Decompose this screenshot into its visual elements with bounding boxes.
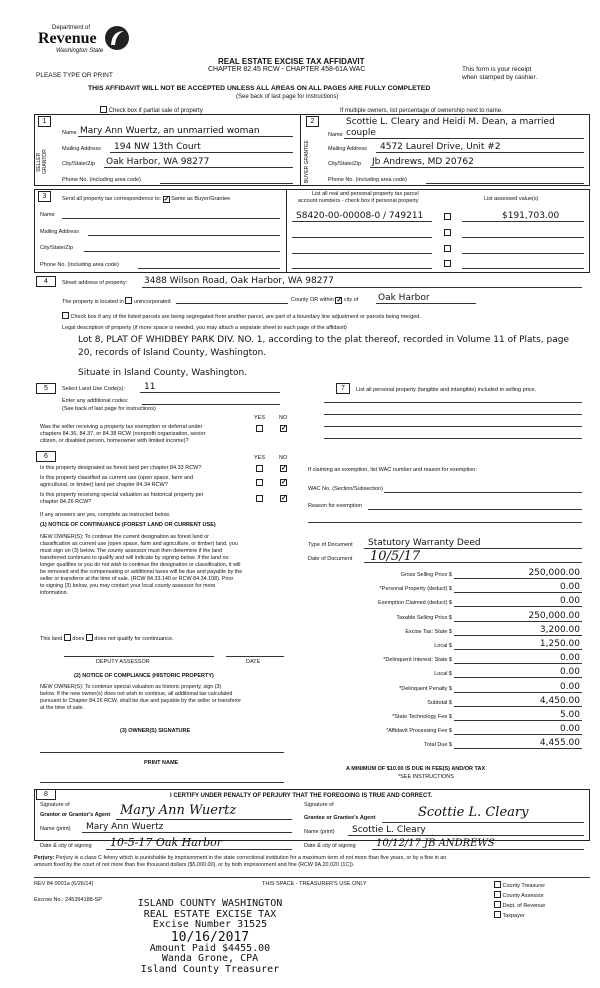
owner-sig-line-2 xyxy=(40,782,284,783)
buyer-phone-label: Phone No. (including area code) xyxy=(328,177,407,183)
s6-q2-l1: Is this property classified as current use (open space, farm and xyxy=(40,475,194,481)
assessed-header: List assessed value(s) xyxy=(484,196,539,202)
corr-label-text: Send all property tax correspondence to: xyxy=(62,196,162,202)
personal-property-line-4 xyxy=(324,438,582,439)
nc-line-6: be removed and the compensating or additional taxes will be due and payable by the xyxy=(40,569,243,575)
minimum-fee-note: A MINIMUM OF $10.00 IS DUE IN FEE(S) AND/OR TAX xyxy=(346,766,486,772)
segregated-label: Check box if any of the listed parcels are being segregated from another parcel, are part of a boundary line adjustment or parcels being merged. xyxy=(70,314,421,320)
calc-label-1: *Personal Property (deduct) $ xyxy=(379,586,452,593)
ncomp-line-1: NEW OWNER(S): To continue special valuation as historic property, sign (3) xyxy=(40,684,222,690)
copy-dor xyxy=(494,901,545,909)
seller-city-label: City/State/Zip xyxy=(62,161,96,167)
divider-3 xyxy=(286,189,287,273)
grantor-signature[interactable]: Mary Ann Wuertz xyxy=(120,803,237,818)
revenue-logo-icon xyxy=(104,25,130,51)
notice-continuance-text xyxy=(40,534,242,597)
section-6-number: 6 xyxy=(36,451,56,462)
calc-value-8[interactable]: 0.00 xyxy=(559,681,580,692)
dept-label: Department of xyxy=(52,25,91,31)
seller-side-label: SELLER GRANTOR xyxy=(36,149,48,175)
grantee-name-label: Name (print) xyxy=(304,829,335,835)
located-label: The property is located in xyxy=(62,299,124,305)
doc-type-value[interactable]: Statutory Warranty Deed xyxy=(368,538,481,548)
grantee-sig-line xyxy=(382,822,584,823)
s5-no-checkbox[interactable]: ✓ xyxy=(281,425,287,432)
partial-sale-label: Check box if partial sale of property xyxy=(108,108,203,114)
certify-text: I CERTIFY UNDER PENALTY OF PERJURY THAT THE FOREGOING IS TRUE AND CORRECT. xyxy=(170,793,433,799)
calc-label-6: *Delinquent Interest: State $ xyxy=(383,657,452,664)
calc-label-7: Local $ xyxy=(434,671,452,678)
deputy-label: DEPUTY ASSESSOR xyxy=(96,659,150,665)
calc-line-10 xyxy=(454,720,582,721)
corr-label xyxy=(62,196,230,203)
copy-assessor-label: County Assessor xyxy=(502,893,544,899)
reason-line-2 xyxy=(308,522,582,523)
notice-continuance-heading: (1) NOTICE OF CONTINUANCE (FOREST LAND OR CURRENT USE) xyxy=(40,522,216,528)
ncomp-line-3: pursuant to Chapter 84.26 RCW, shall be due and payable by the seller or transferor xyxy=(40,698,242,704)
same-as-buyer-checkbox[interactable]: ✓ xyxy=(163,196,170,203)
calc-value-9[interactable]: 4,450.00 xyxy=(539,695,580,706)
receipt-line1: This form is your receipt xyxy=(462,66,532,73)
nc-line-5: longer qualifies or you do not wish to continue the designation or classification, it will xyxy=(40,562,241,568)
s5-question-l2: chapters 84.36, 84.37, or 84.38 RCW (nonprofit organization, senior xyxy=(40,431,206,437)
this-land-label: This land xyxy=(40,636,63,642)
s6-yes-header: YES xyxy=(254,455,266,461)
s6-q1-yes[interactable] xyxy=(256,465,263,474)
calc-label-2: Exemption Claimed (deduct) $ xyxy=(378,600,452,607)
s5-question-l1: Was the seller receiving a property tax exemption or deferral under xyxy=(40,424,203,430)
s6-q3-no[interactable]: ✓ xyxy=(281,495,287,502)
calc-value-2[interactable]: 0.00 xyxy=(559,596,580,607)
copy-taxpayer xyxy=(494,911,525,919)
owner-sig-line-1 xyxy=(40,752,284,753)
seller-phone-line xyxy=(160,183,293,184)
grantor-sig-label-2: Grantor or Grantor's Agent xyxy=(40,812,111,818)
nc-line-9: information. xyxy=(40,590,69,596)
doc-type-label: Type of Document xyxy=(308,542,353,548)
street-label: Street address of property: xyxy=(62,280,128,286)
copy-taxpayer-checkbox[interactable] xyxy=(494,911,501,918)
calc-line-11 xyxy=(454,734,582,735)
doc-date-label: Date of Document xyxy=(308,556,353,562)
owner-signature-heading: (3) OWNER(S) SIGNATURE xyxy=(120,728,191,734)
s5-no-header: NO xyxy=(279,415,288,421)
s6-q1-no[interactable]: ✓ xyxy=(281,465,287,472)
corr-name-line xyxy=(62,218,280,219)
grantor-date-label: Date & city of signing xyxy=(40,843,92,849)
escrow-number: Escrow No.: 245394188-SP xyxy=(34,897,102,903)
receipt-line2: when stamped by cashier. xyxy=(462,74,538,81)
personal-property-line-2 xyxy=(324,414,582,415)
land-use-value[interactable]: 11 xyxy=(144,382,156,392)
street-value[interactable]: 3488 Wilson Road, Oak Harbor, WA 98277 xyxy=(144,276,334,286)
legal-label: Legal description of property (if more space is needed, you may attach a separate sheet to each page of the affidavit) xyxy=(62,325,347,331)
section-3-number: 3 xyxy=(38,191,51,202)
s5-yes-checkbox[interactable] xyxy=(256,425,263,434)
personal-property-label: List all personal property (tangible and intangible) included in selling price. xyxy=(356,387,537,393)
segregated-row xyxy=(62,312,421,320)
form-title: REAL ESTATE EXCISE TAX AFFIDAVIT xyxy=(218,57,365,66)
copy-treasurer-label: County Treasurer xyxy=(502,883,546,889)
calc-value-3[interactable]: 250,000.00 xyxy=(528,610,580,621)
seller-phone-label: Phone No. (including area code) xyxy=(62,177,141,183)
nc-line-3: must sign on (3) below. The county assessor must then determine if the land xyxy=(40,548,223,554)
personal-prop-checkbox-4[interactable] xyxy=(444,260,451,269)
reason-line-1 xyxy=(368,509,582,510)
corr-addr-line xyxy=(88,235,280,236)
s6-q3-l2: chapter 84.26 RCW? xyxy=(40,499,92,505)
buyer-city-label: City/State/Zip xyxy=(328,161,362,167)
buyer-name-label: Name xyxy=(328,132,343,138)
buyer-side-label: BUYER GRANTEE xyxy=(304,140,310,184)
copy-treasurer xyxy=(494,881,545,889)
unincorporated-checkbox[interactable] xyxy=(125,297,132,304)
parcel-line-4 xyxy=(292,268,432,269)
stamp-line-7: Island County Treasurer xyxy=(140,963,280,975)
s6-q3-l1: Is this property receiving special valuation as historical property per xyxy=(40,492,204,498)
additional-codes-line xyxy=(142,404,280,405)
county-line xyxy=(176,303,288,304)
stamp-line-1: ISLAND COUNTY WASHINGTON xyxy=(137,898,283,909)
does-label: does xyxy=(72,636,85,642)
county-within-label xyxy=(291,297,358,304)
footer-divider xyxy=(34,877,590,878)
city-of-checkbox[interactable]: ✓ xyxy=(336,297,343,304)
grantee-date-label: Date & city of signing xyxy=(304,843,356,849)
parcel-line-1 xyxy=(292,221,432,222)
does-not-label: does not qualify for continuance. xyxy=(94,636,174,642)
calc-line-6 xyxy=(454,663,582,664)
city-line xyxy=(376,303,476,304)
does-not-checkbox[interactable] xyxy=(86,634,93,641)
section-7-number: 7 xyxy=(336,383,350,394)
deputy-line xyxy=(64,656,214,657)
stamp-line-5: Amount Paid $4455.00 xyxy=(149,942,271,954)
grantor-name-line xyxy=(82,832,292,833)
perjury-notice xyxy=(34,855,446,869)
seller-city-value[interactable]: Oak Harbor, WA 98277 xyxy=(106,157,210,167)
calc-line-12 xyxy=(454,748,582,749)
grantor-date-line xyxy=(106,849,292,850)
state-label: Washington State xyxy=(56,48,104,54)
copy-dor-label: Dept. of Revenue xyxy=(502,903,546,909)
treasurer-stamp xyxy=(120,899,300,975)
calc-label-4: Excise Tax: State $ xyxy=(405,628,452,635)
this-land-row xyxy=(40,634,174,642)
assessed-line-4 xyxy=(462,268,584,269)
section-4-number: 4 xyxy=(36,276,56,287)
notice-compliance-heading: (2) NOTICE OF COMPLIANCE (HISTORIC PROPERTY) xyxy=(74,673,214,679)
stamp-line-4: 10/16/2017 xyxy=(170,929,250,945)
additional-codes-label: Enter any additional codes: xyxy=(62,398,129,404)
personal-property-line-1 xyxy=(324,402,582,403)
located-row xyxy=(62,297,171,305)
wac-line xyxy=(384,492,582,493)
grantor-sig-line xyxy=(116,819,292,820)
assessed-value[interactable]: $191,703.00 xyxy=(502,211,560,221)
doc-date-value[interactable]: 10/5/17 xyxy=(370,549,421,564)
calc-value-6[interactable]: 0.00 xyxy=(559,653,580,664)
divider-1-2 xyxy=(300,114,301,186)
grantor-name-label: Name (print) xyxy=(40,826,71,832)
grantee-name-value[interactable]: Scottie L. Cleary xyxy=(352,825,426,835)
assessed-line-2 xyxy=(462,237,584,238)
exemption-label: If claiming an exemption, list WAC number and reason for exemption: xyxy=(308,467,477,473)
stamp-line-6: Wanda Grone, CPA xyxy=(161,953,259,964)
calc-line-5 xyxy=(454,649,582,650)
deputy-date-line xyxy=(226,656,284,657)
parcel-value[interactable]: S8420-00-00008-0 / 749211 xyxy=(296,211,424,221)
grantee-sig-label-1: Signature of xyxy=(304,802,334,808)
copy-treasurer-checkbox[interactable] xyxy=(494,881,501,888)
copy-assessor-checkbox[interactable] xyxy=(494,891,501,898)
if-yes-note: If any answers are yes, complete as instructed below. xyxy=(40,512,171,518)
section-5-number: 5 xyxy=(36,383,56,394)
land-use-line xyxy=(140,392,280,393)
corr-city-label: City/State/Zip xyxy=(40,245,74,251)
grantor-sig-label-1: Signature of xyxy=(40,802,70,808)
calc-label-12: Total Due $ xyxy=(424,742,452,749)
calc-value-5[interactable]: 1,250.00 xyxy=(539,639,580,649)
s6-q2-l2: agricultural, or timber) land per chapter 84.34 RCW? xyxy=(40,482,168,488)
grantee-sig-label-2: Grantee or Grantee's Agent xyxy=(304,815,376,821)
seller-addr-line xyxy=(110,152,293,153)
calc-label-10: *State Technology Fee $ xyxy=(392,714,452,720)
s6-q2-yes[interactable] xyxy=(256,479,263,488)
grantor-name-value[interactable]: Mary Ann Wuertz xyxy=(86,822,164,832)
calc-value-1[interactable]: 0.00 xyxy=(559,582,580,593)
calc-value-12[interactable]: 4,455.00 xyxy=(539,738,580,749)
nc-line-8: to signing (3) below, you may contact your local county assessor for more xyxy=(40,583,216,589)
parcel-list-header-2: account numbers - check box if personal property xyxy=(298,198,419,204)
wac-label: WAC No. (Section/Subsection) xyxy=(308,486,383,492)
assessed-line-3 xyxy=(462,253,584,254)
calc-value-11[interactable]: 0.00 xyxy=(559,724,580,735)
personal-property-line-3 xyxy=(324,426,582,427)
seller-name-value[interactable]: Mary Ann Wuertz, an unmarried woman xyxy=(80,126,260,136)
seller-city-line xyxy=(104,167,293,168)
please-type: PLEASE TYPE OR PRINT xyxy=(36,72,113,79)
calc-label-11: *Affidavit Processing Fee $ xyxy=(386,728,452,735)
stamp-line-3: Excise Number 31525 xyxy=(152,919,268,930)
copy-dor-checkbox[interactable] xyxy=(494,901,501,908)
warning-text: THIS AFFIDAVIT WILL NOT BE ACCEPTED UNLESS ALL AREAS ON ALL PAGES ARE FULLY COMPLETED xyxy=(88,85,431,92)
city-of-label: city of xyxy=(343,297,359,303)
see-back-s5: (See back of last page for instructions) xyxy=(62,406,156,412)
print-name-label: PRINT NAME xyxy=(144,760,179,766)
does-checkbox[interactable] xyxy=(64,634,71,641)
section-2-number: 2 xyxy=(306,116,319,127)
s6-q1: Is this property designated as forest land per chapter 84.33 RCW? xyxy=(40,465,202,471)
corr-phone-label: Phone No. (including area code) xyxy=(40,262,119,268)
notice-compliance-text xyxy=(40,684,241,712)
personal-prop-checkbox-1[interactable] xyxy=(444,213,451,222)
calc-label-3: Taxable Selling Price $ xyxy=(396,614,452,621)
calc-line-4 xyxy=(454,635,582,636)
seller-name-label: Name xyxy=(62,130,77,136)
nc-line-7: seller or transferor at the time of sale. (RCW 84.33.140 or RCW 84.34.108). Prior xyxy=(40,576,234,582)
see-instructions: *SEE INSTRUCTIONS xyxy=(398,774,454,780)
parcel-line-3 xyxy=(292,253,432,254)
form-chapter: CHAPTER 82.45 RCW - CHAPTER 458-61A WAC xyxy=(208,66,366,73)
calc-value-7[interactable]: 0.00 xyxy=(559,667,580,678)
parcel-line-2 xyxy=(292,237,432,238)
copy-taxpayer-label: Taxpayer xyxy=(502,913,525,919)
seller-name-line xyxy=(78,136,293,137)
grantee-date-line xyxy=(372,849,584,850)
buyer-phone-line xyxy=(426,183,584,184)
calc-line-2 xyxy=(454,606,582,607)
doc-date-line xyxy=(364,562,582,563)
legal-line-2[interactable]: 20, records of Island County, Washington. xyxy=(78,348,267,358)
assessed-line-1 xyxy=(462,221,584,222)
calc-label-0: Gross Selling Price $ xyxy=(400,572,452,578)
s5-yes-header: YES xyxy=(254,415,266,421)
multiple-owners-note: If multiple owners, list percentage of ownership next to name. xyxy=(340,108,503,114)
see-back-note: (See back of last page for instructions) xyxy=(236,94,339,100)
grantee-date-value[interactable]: 10/12/17 JB ANDREWS xyxy=(376,838,495,849)
calc-line-8 xyxy=(454,692,582,693)
unincorporated-label: unincorporated xyxy=(133,299,171,305)
buyer-addr-line xyxy=(376,152,584,153)
deputy-date-label: DATE xyxy=(246,659,261,665)
buyer-name-line2[interactable]: couple xyxy=(346,128,376,138)
nc-line-1: NEW OWNER(S): To continue the current designation as forest land or xyxy=(40,534,209,540)
same-as-buyer-label: Same as Buyer/Grantee xyxy=(171,196,231,202)
legal-line-3[interactable]: Situate in Island County, Washington. xyxy=(78,368,248,378)
ncomp-line-4: at the time of sale. xyxy=(40,705,85,711)
legal-line-1[interactable]: Lot 8, PLAT OF WHIDBEY PARK DIV. NO. 1, according to the plat thereof, recorded in Volume 11 of Plats, page xyxy=(78,335,569,345)
perjury-line-2: amount fixed by the court of not more than five thousand dollars ($5,000.00), or by both imprisonment and fine (RCW 9A.20.020 (1C)). xyxy=(34,862,355,868)
copy-assessor xyxy=(494,891,544,899)
perjury-line-1: Perjury is a class C felony which is punishable by imprisonment in the state correctional institution for a maximum term of not more than five years, or by a fine in an xyxy=(55,855,447,861)
corr-city-line xyxy=(84,251,280,252)
personal-prop-checkbox-2[interactable] xyxy=(444,229,451,238)
calc-line-3 xyxy=(454,621,582,622)
calc-value-0[interactable]: 250,000.00 xyxy=(528,568,580,578)
perjury-bold: Perjury: xyxy=(34,855,55,861)
calc-label-9: Subtotal $ xyxy=(427,699,452,706)
calc-line-7 xyxy=(454,677,582,678)
corr-name-label: Name xyxy=(40,212,55,218)
calc-value-10[interactable]: 5.00 xyxy=(559,710,580,720)
treasurer-use-only: THIS SPACE - TREASURER'S USE ONLY xyxy=(262,881,367,887)
stamp-line-2: REAL ESTATE EXCISE TAX xyxy=(143,908,277,920)
buyer-addr-label: Mailing Address xyxy=(328,146,367,152)
corr-addr-label: Mailing Address xyxy=(40,229,79,235)
ncomp-line-2: below. If the new owner(s) does not wish to continue, all additional tax calculated xyxy=(40,691,233,697)
city-value[interactable]: Oak Harbor xyxy=(378,293,430,303)
grantee-signature[interactable]: Scottie L. Cleary xyxy=(418,805,529,820)
calc-label-5: Local $ xyxy=(434,643,452,649)
section-8-number: 8 xyxy=(36,789,56,800)
corr-phone-line xyxy=(138,268,280,269)
seller-addr-value[interactable]: 194 NW 13th Court xyxy=(114,142,201,152)
street-line xyxy=(142,287,582,288)
personal-prop-checkbox-3[interactable] xyxy=(444,245,451,254)
seller-addr-label: Mailing Address xyxy=(62,146,101,152)
buyer-city-line xyxy=(370,167,584,168)
land-use-label: Select Land Use Code(s): xyxy=(62,386,125,392)
revenue-logo-text: Revenue xyxy=(38,30,97,47)
nc-line-2: classification as current use (open space, farm and agriculture, or timber) land, you xyxy=(40,541,238,547)
s6-q3-yes[interactable] xyxy=(256,495,263,504)
buyer-city-value[interactable]: Jb Andrews, MD 20762 xyxy=(372,157,474,167)
s6-q2-no[interactable]: ✓ xyxy=(281,479,287,486)
county-within-text: County OR within xyxy=(291,297,334,303)
grantor-date-value[interactable]: 10-5-17 Oak Harbor xyxy=(110,836,222,849)
buyer-name-line xyxy=(344,138,584,139)
calc-value-4[interactable]: 3,200.00 xyxy=(539,624,580,635)
s6-no-header: NO xyxy=(279,455,288,461)
s5-question-l3: citizen, or disabled person, homeowner with limited income)? xyxy=(40,438,189,444)
grantee-name-line xyxy=(348,835,584,836)
buyer-addr-value[interactable]: 4572 Laurel Drive, Unit #2 xyxy=(380,142,501,152)
nc-line-4: transferred continues to qualify and will indicate by signing below. If the land no xyxy=(40,555,229,561)
reason-label: Reason for exemption xyxy=(308,503,362,509)
segregated-checkbox[interactable] xyxy=(62,312,69,319)
section-1-number: 1 xyxy=(38,116,51,127)
partial-sale-checkbox[interactable] xyxy=(100,106,107,113)
parcel-list-header-1: List all real and personal property tax parcel xyxy=(312,191,419,197)
calc-label-8: *Delinquent Penalty $ xyxy=(399,685,452,692)
calc-line-0 xyxy=(454,578,582,579)
calc-line-9 xyxy=(454,706,582,707)
rev-number: REV 84 0001a (6/26/14) xyxy=(34,881,94,887)
buyer-name-line1[interactable]: Scottie L. Cleary and Heidi M. Dean, a married xyxy=(346,117,555,127)
calc-line-1 xyxy=(454,592,582,593)
